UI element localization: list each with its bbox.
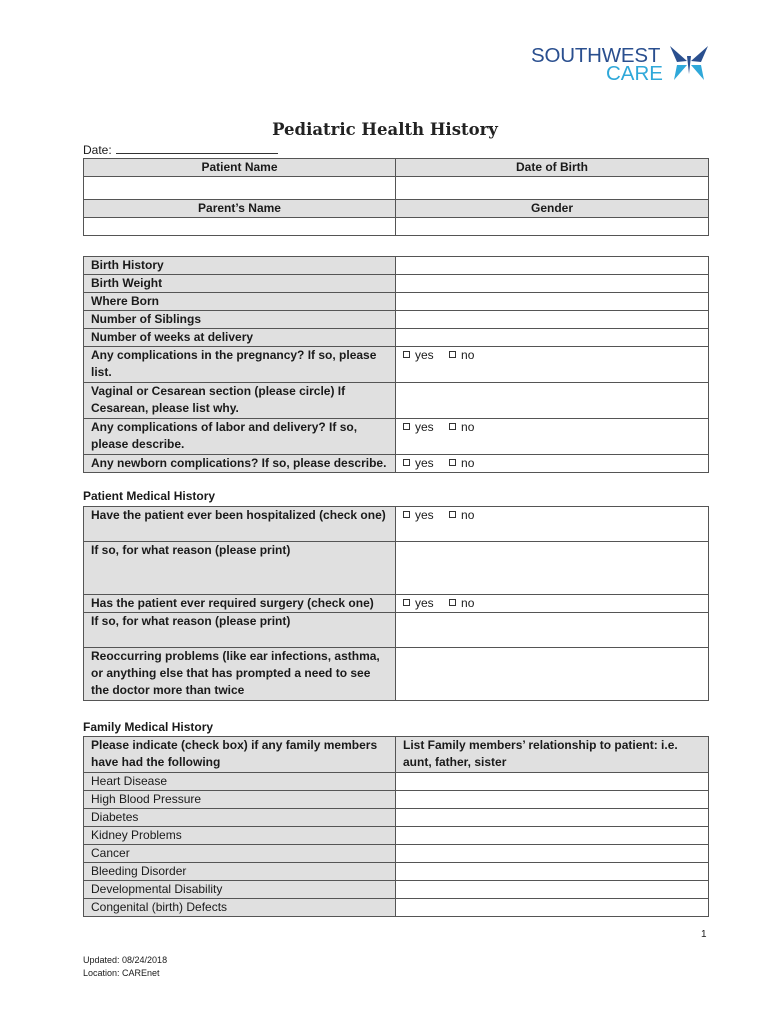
footer <box>83 954 167 980</box>
checkbox-icon[interactable] <box>449 459 456 466</box>
labor-complications-options <box>396 419 709 455</box>
weeks-at-delivery-label: Number of weeks at delivery <box>84 329 396 347</box>
birth-history-field[interactable] <box>396 257 709 275</box>
newborn-complications-options <box>396 455 709 473</box>
date-field[interactable] <box>83 143 278 157</box>
footer-updated: Updated: 08/24/2018 <box>83 955 168 965</box>
patient-name-header: Patient Name <box>84 159 396 177</box>
patient-medical-history-heading: Patient Medical History <box>83 489 216 503</box>
relationship-field[interactable] <box>396 845 709 863</box>
condition-kidney-problems[interactable]: Kidney Problems <box>84 827 396 845</box>
surgery-reason-field[interactable] <box>396 613 709 648</box>
gender-field[interactable] <box>396 218 709 236</box>
checkbox-icon[interactable] <box>403 423 410 430</box>
patient-name-field[interactable] <box>84 177 396 200</box>
relationship-field[interactable] <box>396 791 709 809</box>
patient-info-table <box>83 158 709 236</box>
birth-history-label: Birth History <box>84 257 396 275</box>
relationship-field[interactable] <box>396 881 709 899</box>
logo-text-care: CARE <box>606 62 663 85</box>
checkbox-icon[interactable] <box>449 351 456 358</box>
parents-name-field[interactable] <box>84 218 396 236</box>
reoccurring-problems-label: Reoccurring problems (like ear infections, asthma, or anything else that has prompted a need to see the doctor more than twice <box>84 648 396 701</box>
hospitalization-reason-label: If so, for what reason (please print) <box>84 542 396 595</box>
number-of-siblings-field[interactable] <box>396 311 709 329</box>
condition-high-blood-pressure[interactable]: High Blood Pressure <box>84 791 396 809</box>
where-born-label: Where Born <box>84 293 396 311</box>
checkbox-icon[interactable] <box>403 351 410 358</box>
checkbox-icon[interactable] <box>403 459 410 466</box>
date-input-line[interactable] <box>116 143 278 154</box>
birth-weight-field[interactable] <box>396 275 709 293</box>
condition-developmental-disability[interactable]: Developmental Disability <box>84 881 396 899</box>
patient-medical-history-table <box>83 506 709 701</box>
pregnancy-complications-options <box>396 347 709 383</box>
hospitalization-reason-field[interactable] <box>396 542 709 595</box>
delivery-method-label: Vaginal or Cesarean section (please circle) If Cesarean, please list why. <box>84 383 396 419</box>
checkbox-icon[interactable] <box>403 599 410 606</box>
no-option[interactable]: no <box>449 595 474 612</box>
checkbox-icon[interactable] <box>449 511 456 518</box>
pregnancy-complications-label: Any complications in the pregnancy? If so, please list. <box>84 347 396 383</box>
no-option[interactable]: no <box>449 347 474 364</box>
labor-complications-label: Any complications of labor and delivery? If so, please describe. <box>84 419 396 455</box>
yes-option[interactable]: yes <box>403 455 434 472</box>
number-of-siblings-label: Number of Siblings <box>84 311 396 329</box>
where-born-field[interactable] <box>396 293 709 311</box>
delivery-method-field[interactable] <box>396 383 709 419</box>
reoccurring-problems-field[interactable] <box>396 648 709 701</box>
relationship-field[interactable] <box>396 827 709 845</box>
parents-name-header: Parent’s Name <box>84 200 396 218</box>
relationship-field[interactable] <box>396 899 709 917</box>
no-option[interactable]: no <box>449 419 474 436</box>
page-title: Pediatric Health History <box>272 120 498 139</box>
date-of-birth-header: Date of Birth <box>396 159 709 177</box>
hospitalized-options <box>396 507 709 542</box>
yes-option[interactable]: yes <box>403 507 434 524</box>
date-of-birth-field[interactable] <box>396 177 709 200</box>
newborn-complications-label: Any newborn complications? If so, please describe. <box>84 455 396 473</box>
yes-option[interactable]: yes <box>403 347 434 364</box>
weeks-at-delivery-field[interactable] <box>396 329 709 347</box>
relationship-field[interactable] <box>396 863 709 881</box>
family-relationship-header: List Family members’ relationship to patient: i.e. aunt, father, sister <box>396 737 709 773</box>
no-option[interactable]: no <box>449 455 474 472</box>
birth-history-table <box>83 256 709 473</box>
family-medical-history-heading: Family Medical History <box>83 720 214 734</box>
relationship-field[interactable] <box>396 809 709 827</box>
birth-weight-label: Birth Weight <box>84 275 396 293</box>
surgery-options <box>396 595 709 613</box>
surgery-reason-label: If so, for what reason (please print) <box>84 613 396 648</box>
hospitalized-question: Have the patient ever been hospitalized (check one) <box>84 507 396 542</box>
condition-bleeding-disorder[interactable]: Bleeding Disorder <box>84 863 396 881</box>
condition-diabetes[interactable]: Diabetes <box>84 809 396 827</box>
butterfly-icon <box>668 44 710 82</box>
surgery-question: Has the patient ever required surgery (check one) <box>84 595 396 613</box>
condition-congenital-defects[interactable]: Congenital (birth) Defects <box>84 899 396 917</box>
logo-text-southwest: SOUTHWEST <box>531 44 661 67</box>
date-label: Date: <box>83 143 112 157</box>
southwest-care-logo <box>528 44 713 84</box>
yes-option[interactable]: yes <box>403 419 434 436</box>
relationship-field[interactable] <box>396 773 709 791</box>
no-option[interactable]: no <box>449 507 474 524</box>
condition-cancer[interactable]: Cancer <box>84 845 396 863</box>
yes-option[interactable]: yes <box>403 595 434 612</box>
family-medical-history-table <box>83 736 709 917</box>
footer-location: Location: CAREnet <box>83 968 160 978</box>
checkbox-icon[interactable] <box>449 423 456 430</box>
page-number: 1 <box>701 929 707 940</box>
gender-header: Gender <box>396 200 709 218</box>
condition-heart-disease[interactable]: Heart Disease <box>84 773 396 791</box>
checkbox-icon[interactable] <box>449 599 456 606</box>
family-conditions-header: Please indicate (check box) if any family members have had the following <box>84 737 396 773</box>
checkbox-icon[interactable] <box>403 511 410 518</box>
